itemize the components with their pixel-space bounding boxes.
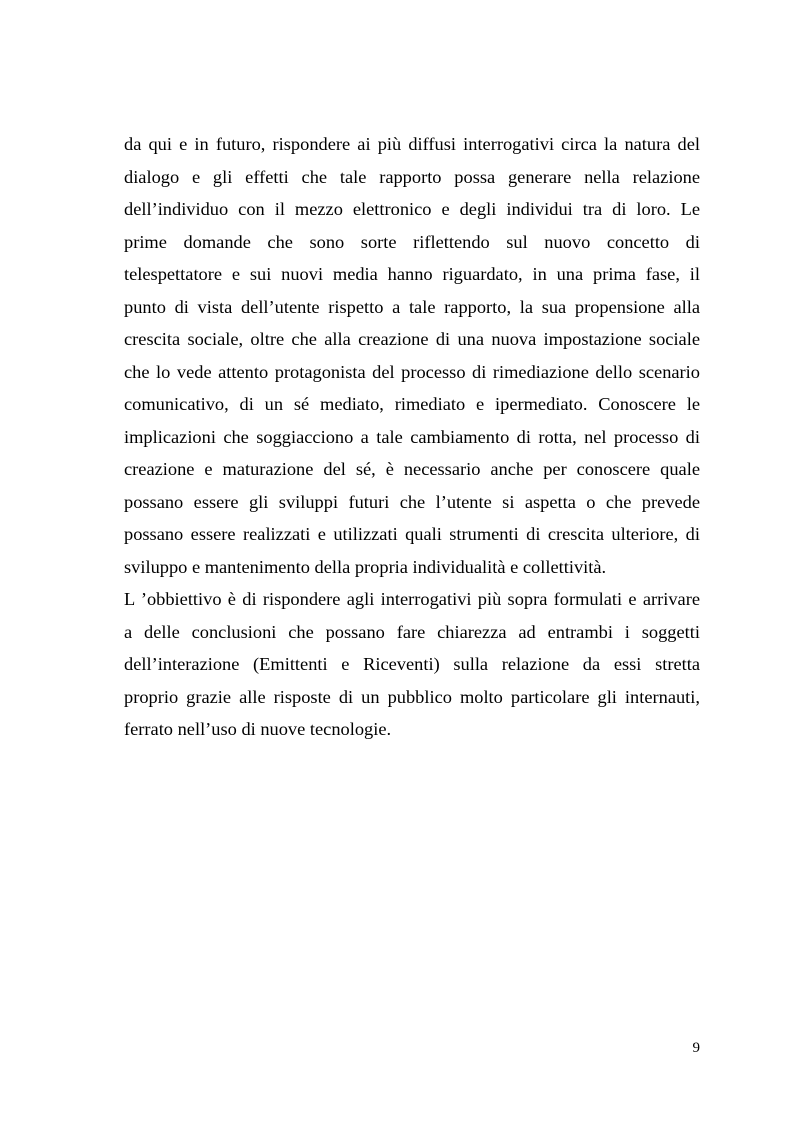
text-line: possano essere gli sviluppi futuri che l’utente si aspetta o che prevede <box>124 491 700 512</box>
text-line: L ’obbiettivo è di rispondere agli interrogativi più sopra formulati e arrivare <box>124 589 700 609</box>
body-text <box>124 128 700 746</box>
text-line: implicazioni che soggiacciono a tale cambiamento di rotta, nel processo di <box>124 426 700 447</box>
text-line: dell’individuo con il mezzo elettronico e degli individui tra di loro. Le <box>124 199 700 219</box>
paragraph-2 <box>124 583 700 746</box>
text-line: ferrato nell’uso di nuove tecnologie. <box>124 719 392 739</box>
text-line: prime domande che sono sorte riflettendo sul nuovo concetto di <box>124 231 700 252</box>
paragraph-1 <box>124 128 700 583</box>
text-line: dell’interazione (Emittenti e Riceventi) sulla relazione da essi stretta <box>124 654 700 674</box>
text-line: a delle conclusioni che possano fare chiarezza ad entrambi i soggetti <box>124 621 700 642</box>
text-line: dialogo e gli effetti che tale rapporto possa generare nella relazione <box>124 166 700 187</box>
text-line: telespettatore e sui nuovi media hanno riguardato, in una prima fase, il <box>124 264 700 284</box>
text-line: proprio grazie alle risposte di un pubblico molto particolare gli internauti, <box>124 686 700 707</box>
text-line: sviluppo e mantenimento della propria individualità e collettività. <box>124 556 607 577</box>
text-line: creazione e maturazione del sé, è necessario anche per conoscere quale <box>124 459 700 479</box>
text-line: comunicativo, di un sé mediato, rimediato e ipermediato. Conoscere le <box>124 394 700 414</box>
text-line: punto di vista dell’utente rispetto a tale rapporto, la sua propensione alla <box>124 296 700 317</box>
page-number: 9 <box>692 1040 700 1056</box>
text-line: crescita sociale, oltre che alla creazione di una nuova impostazione sociale <box>124 329 700 349</box>
text-line: possano essere realizzati e utilizzati quali strumenti di crescita ulteriore, di <box>124 524 700 544</box>
text-line: che lo vede attento protagonista del processo di rimediazione dello scenario <box>124 361 700 382</box>
text-line: da qui e in futuro, rispondere ai più diffusi interrogativi circa la natura del <box>124 134 700 154</box>
